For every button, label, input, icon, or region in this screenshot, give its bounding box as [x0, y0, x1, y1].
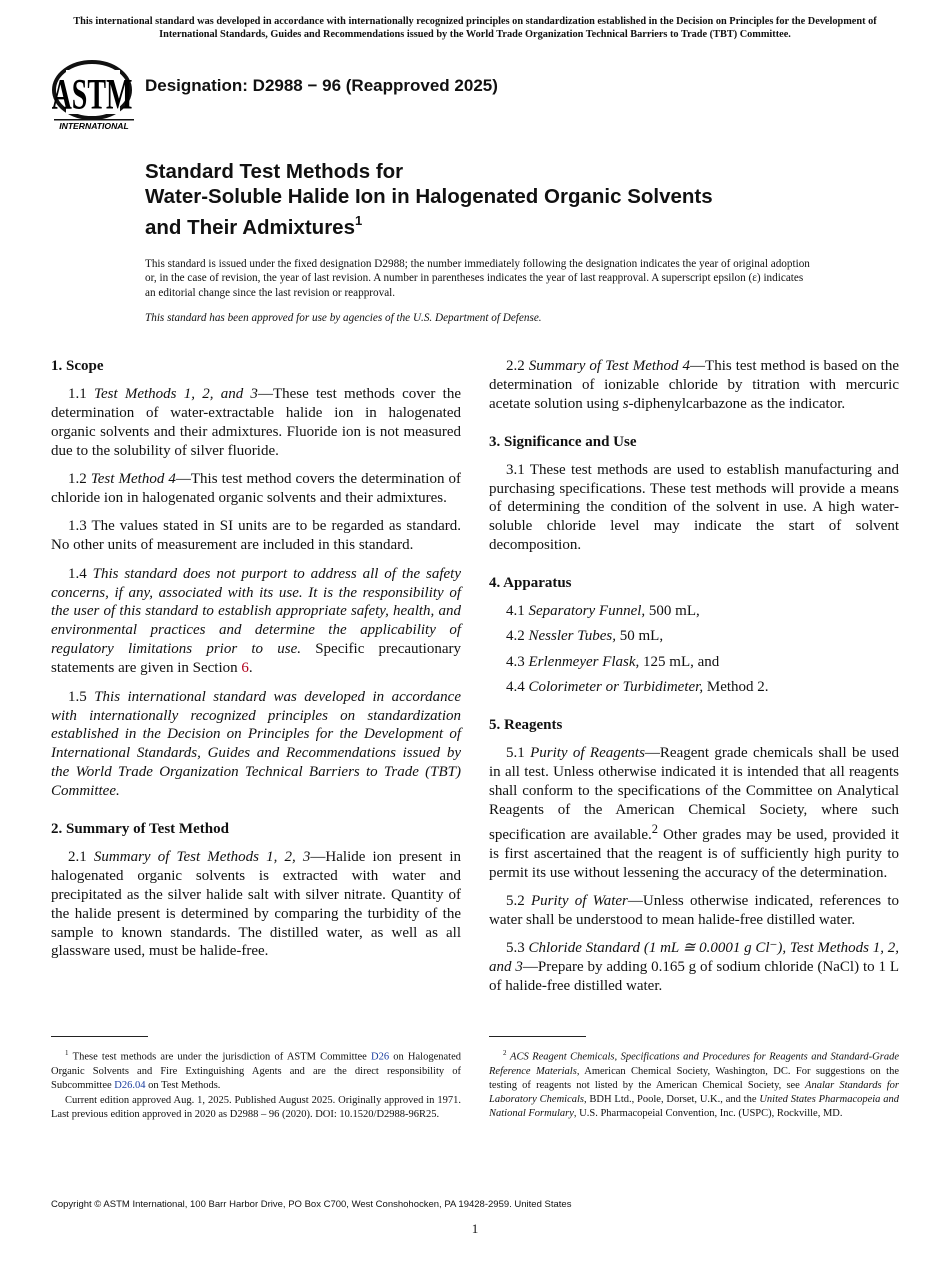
- document-title: [145, 159, 865, 240]
- paragraph-2-2: 2.2 Summary of Test Method 4—This test method is based on the determination of ionizable chloride by titration with mercuric acetate solution using s-diphenylcarbazone as the indicator.: [489, 358, 899, 412]
- footnote-1: [51, 1046, 461, 1123]
- standard-note: This standard is issued under the fixed designation D2988; the number immediately following the designation indicates the year of original adoption or, in the case of revision, the year of last revision. A number in parentheses indicates the year of last reapproval. A superscript epsilon (ε) indicates an editorial change since the last revision or reapproval.: [145, 258, 810, 299]
- paragraph-1-2: 1.2 Test Method 4—This test method covers the determination of chloride ion in halogenated organic solvents and their admixtures.: [51, 471, 462, 506]
- apparatus-item: 4.2 Nessler Tubes, 50 mL,: [506, 628, 664, 645]
- section-heading-summary: 2. Summary of Test Method: [51, 821, 229, 838]
- paragraph-1-1: 1.1 Test Methods 1, 2, and 3—These test methods cover the determination of water-extractable halide ion in halogenated organic solvents and their admixtures. Fluoride ion is not measured due to the solubility of silver fluoride.: [51, 385, 461, 459]
- paragraph-3-1: 3.1 These test methods are used to establish manufacturing and purchasing specifications. These test methods will provide a means of determining the condition of the solvent in use. A high water-soluble chloride level may indicate the start of solvent decomposition.: [489, 461, 899, 554]
- section-heading-reagents: 5. Reagents: [489, 717, 563, 734]
- footnote-1-edition: Current edition approved Aug. 1, 2025. Published August 2025. Originally approved in 1971. Last previous edition approved in 2020 as D2988 – 96 (2020). DOI: 10.1520/D2988-96R25.: [51, 1094, 461, 1120]
- logo-text: ASTM: [52, 69, 133, 119]
- subcommittee-d26-04-link[interactable]: D26.04: [114, 1079, 146, 1091]
- footnote-rule-right: [489, 1036, 586, 1037]
- paragraph-1-4: 1.4 This standard does not purport to address all of the safety concerns, if any, associated with its use. It is the responsibility of the user of this standard to establish appropriate safety, health, and environmental practices and determine the applicability of regulatory limitations prior to use. Specific precautionary statements are given in Section 6.: [51, 565, 462, 677]
- section-heading-scope: 1. Scope: [51, 358, 104, 374]
- paragraph-5-1: 5.1 Purity of Reagents—Reagent grade chemicals shall be used in all test. Unless otherwise indicated it is intended that all reagents shall conform to the specifications of the Committee on Analytical Reagents of the American Chemical Society, where such specification are available.$^2$ Other grades may be used, provided it is first ascertained that the reagent is of sufficiently high purity to permit its use without lessening the accuracy of the determination.: [489, 745, 900, 881]
- footnote-1-text: $^1$ These test methods are under the jurisdiction of ASTM Committee D26 on Halogenated Organic Solvents and Fire Extinguishing Agents and are the direct responsibility of Subcommittee D26.04 on Test Methods.: [51, 1049, 461, 1091]
- paragraph-1-5: 1.5 This international standard was developed in accordance with internationally recognized principles on standardization established in the Decision on Principles for the Development of International Standards, Guides and Recommendations issued by the World Trade Organization Technical Barriers to Trade (TBT) Committee.: [51, 688, 461, 800]
- apparatus-item: 4.1 Separatory Funnel, 500 mL,: [506, 603, 700, 620]
- paragraph-2-1: 2.1 Summary of Test Methods 1, 2, 3—Halide ion present in halogenated organic solvents is extracted with water and precipitated as the silver halide salt with silver nitrate. Quantity of the halide present is determined by comparing the turbidity of the sample to known standards. The distilled water, as well as all glassware used, must be halide-free.: [51, 848, 462, 960]
- dod-note: This standard has been approved for use by agencies of the U.S. Department of Defense.: [145, 312, 542, 324]
- section-heading-significance: 3. Significance and Use: [489, 433, 637, 450]
- right-column: [489, 357, 899, 1005]
- wto-notice: This international standard was developed in accordance with internationally recognized principles on standardization established in the Decision on Principles for the Development of International Standards, Guides and Recommendations issued by the World Trade Organization Technical Barriers to Trade (TBT) Committee.: [73, 16, 877, 40]
- paragraph-1-3: 1.3 The values stated in SI units are to be regarded as standard. No other units of measurement are included in this standard.: [51, 518, 461, 554]
- apparatus-item: 4.3 Erlenmeyer Flask, 125 mL, and: [506, 653, 720, 670]
- copyright: Copyright © ASTM International, 100 Barr Harbor Drive, PO Box C700, West Conshohocken, PA 19428-2959. United States: [51, 1199, 572, 1210]
- astm-logo: [52, 56, 136, 132]
- designation: Designation: D2988 − 96 (Reapproved 2025): [145, 76, 498, 95]
- logo-subtext: INTERNATIONAL: [59, 121, 129, 131]
- title-line-2: Water-Soluble Halide Ion in Halogenated Organic Solvents: [145, 185, 713, 208]
- apparatus-item: 4.4 Colorimeter or Turbidimeter, Method 2.: [506, 679, 769, 696]
- left-column: [51, 357, 461, 971]
- footnote-2-text: $^2$ ACS Reagent Chemicals, Specifications and Procedures for Reagents and Standard-Grade Reference Materials, American Chemical Society, Washington, DC. For suggestions on the testing of reagents not listed by the American Chemical Society, see Analar Standards for Laboratory Chemicals, BDH Ltd., Poole, Dorset, U.K., and the United States Pharmacopeia and National Formulary, U.S. Pharmacopeial Convention, Inc. (USPC), Rockville, MD.: [489, 1049, 900, 1119]
- footnote-2: [489, 1046, 899, 1122]
- section-heading-apparatus: 4. Apparatus: [489, 575, 572, 592]
- committee-d26-link[interactable]: D26: [371, 1051, 390, 1063]
- title-line-3: and Their Admixtures$^1$: [145, 213, 363, 239]
- section-6-link[interactable]: 6: [241, 660, 249, 677]
- paragraph-5-2: 5.2 Purity of Water—Unless otherwise indicated, references to water shall be understood to mean halide-free distilled water.: [489, 892, 899, 928]
- footnote-2-mark[interactable]: 2: [651, 821, 659, 836]
- page-number: 1: [471, 1221, 479, 1236]
- paragraph-5-3: 5.3 Chloride Standard (1 mL ≅ 0.0001 g Cl⁻), Test Methods 1, 2, and 3—Prepare by adding 0.165 g of sodium chloride (NaCl) to 1 L of halide-free distilled water.: [489, 940, 900, 995]
- title-footnote-mark[interactable]: 1: [354, 213, 363, 228]
- title-line-1: Standard Test Methods for: [145, 160, 404, 183]
- footnote-rule-left: [51, 1036, 148, 1037]
